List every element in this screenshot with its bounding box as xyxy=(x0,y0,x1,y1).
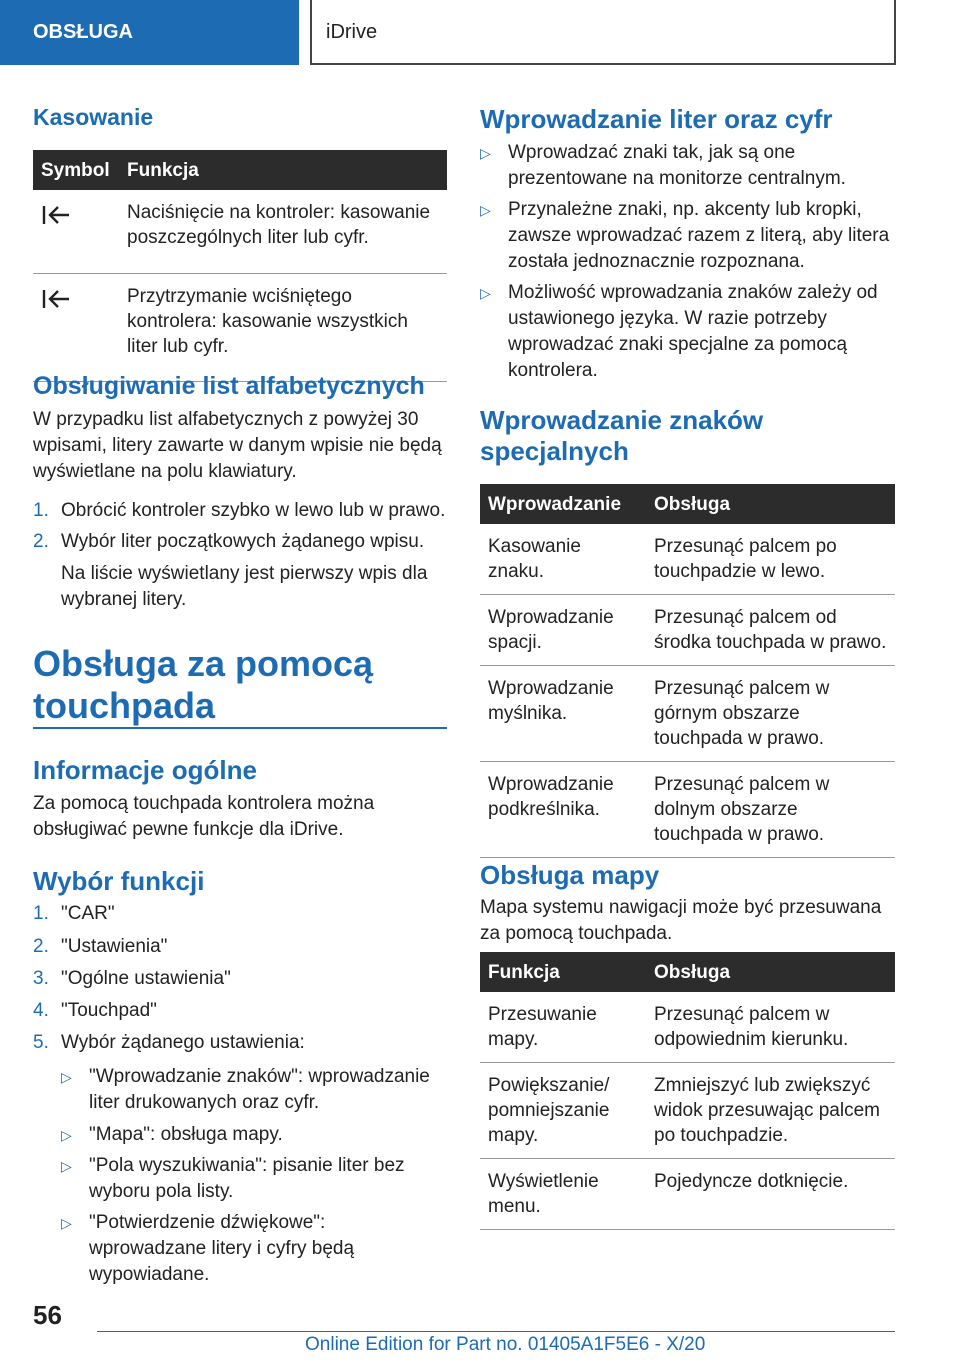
bullet-text: "Potwierdzenie dźwiękowe": wprowadzane litery i cyfry będą wypowiadane. xyxy=(89,1212,355,1285)
cell-operation: Przesunąć palcem od środka touchpada w prawo. xyxy=(646,595,895,666)
step-text: Wybór żądanego ustawienia: xyxy=(61,1032,305,1053)
kasowanie-table xyxy=(33,150,447,382)
table-row xyxy=(480,1159,895,1230)
triangle-bullet-icon: ▷ xyxy=(61,1069,72,1085)
table-row xyxy=(480,1063,895,1159)
cell-entry: Wprowadzanie myślnika. xyxy=(480,666,646,762)
cell-operation: Zmniejszyć lub zwiększyć widok przesuwając palcem po touchpadzie. xyxy=(646,1063,895,1159)
step-number: 1. xyxy=(33,500,49,521)
backspace-icon xyxy=(41,202,73,228)
lists-intro: W przypadku list alfabetycznych z powyżej 30 wpisami, litery zawarte w danym wpisie nie będą wyświetlane na polu klawiatury. xyxy=(33,409,442,482)
cell-function: Wyświetlenie menu. xyxy=(480,1159,646,1230)
step-number: 3. xyxy=(33,968,49,989)
map-title: Obsługa mapy xyxy=(480,860,660,890)
lists-title: Obsługiwanie list alfabetycznych xyxy=(33,372,425,400)
backspace-icon xyxy=(41,286,73,312)
triangle-bullet-icon: ▷ xyxy=(480,145,491,161)
cell-operation: Przesunąć palcem w górnym obszarze touchpada w prawo. xyxy=(646,666,895,762)
section-divider xyxy=(33,727,447,729)
step-number: 5. xyxy=(33,1032,49,1053)
page-number: 56 xyxy=(33,1300,62,1330)
step-text: "Ustawienia" xyxy=(61,936,168,957)
special-title-line1: Wprowadzanie znaków xyxy=(480,405,764,435)
cell-operation: Pojedyncze dotknięcie. xyxy=(646,1159,895,1230)
triangle-bullet-icon: ▷ xyxy=(61,1215,72,1231)
col-function-header: Funkcja xyxy=(480,952,646,992)
cell-function: Powiększanie/ pomniejszanie mapy. xyxy=(480,1063,646,1159)
bullet-text: "Mapa": obsługa mapy. xyxy=(89,1124,283,1145)
cell-operation: Przesunąć palcem w dolnym obszarze touchpada w prawo. xyxy=(646,762,895,858)
chapter-header: iDrive xyxy=(310,0,896,65)
step-text: "Ogólne ustawienia" xyxy=(61,968,231,989)
triangle-bullet-icon: ▷ xyxy=(61,1127,72,1143)
col-entry-header: Wprowadzanie xyxy=(480,484,646,524)
select-title: Wybór funkcji xyxy=(33,866,205,896)
entry-title: Wprowadzanie liter oraz cyfr xyxy=(480,104,833,134)
touchpad-title-line2: touchpada xyxy=(33,685,216,726)
kasowanie-row-2-text: Przytrzymanie wciśniętego kontrolera: kasowanie wszystkich liter lub cyfr. xyxy=(119,273,447,381)
general-text: Za pomocą touchpada kontrolera można obsługiwać pewne funkcje dla iDrive. xyxy=(33,793,375,840)
table-row xyxy=(480,595,895,666)
step-text: "Touchpad" xyxy=(61,1000,157,1021)
table-row xyxy=(480,666,895,762)
kasowanie-row-1-text: Naciśnięcie na kontroler: kasowanie poszczególnych liter lub cyfr. xyxy=(119,190,447,273)
bullet-text: "Wprowadzanie znaków": wprowadzanie liter drukowanych oraz cyfr. xyxy=(89,1066,430,1113)
cell-entry: Kasowanie znaku. xyxy=(480,524,646,595)
table-row xyxy=(480,762,895,858)
cell-operation: Przesunąć palcem w odpowiednim kierunku. xyxy=(646,992,895,1063)
footer-edition: Online Edition for Part no. 01405A1F5E6 - X/20 xyxy=(305,1334,706,1355)
cell-entry: Wprowadzanie podkreślnika. xyxy=(480,762,646,858)
col-operation-header: Obsługa xyxy=(646,484,895,524)
bullet-text: Możliwość wprowadzania znaków zależy od ustawionego języka. W razie potrzeby wprowadzać znaki specjalne za pomocą kontrolera. xyxy=(508,282,878,381)
col-operation-header: Obsługa xyxy=(646,952,895,992)
touchpad-title-line1: Obsługa za pomocą xyxy=(33,643,374,684)
step-number: 4. xyxy=(33,1000,49,1021)
bullet-text: Wprowadzać znaki tak, jak są one prezentowane na monitorze centralnym. xyxy=(508,142,846,189)
bullet-text: Przynależne znaki, np. akcenty lub kropki, zawsze wprowadzać razem z literą, aby litera została jednoznacznie rozpoznana. xyxy=(508,199,890,272)
triangle-bullet-icon: ▷ xyxy=(61,1158,72,1174)
special-chars-table xyxy=(480,484,895,858)
col-function-header: Funkcja xyxy=(119,150,447,190)
step-number: 2. xyxy=(33,531,49,552)
step-text: Wybór liter początkowych żądanego wpisu. xyxy=(61,531,425,552)
section-tab: OBSŁUGA xyxy=(0,0,299,65)
cell-entry: Wprowadzanie spacji. xyxy=(480,595,646,666)
map-table xyxy=(480,952,895,1230)
triangle-bullet-icon: ▷ xyxy=(480,202,491,218)
lists-note: Na liście wyświetlany jest pierwszy wpis dla wybranej litery. xyxy=(61,563,428,610)
general-title: Informacje ogólne xyxy=(33,755,257,785)
kasowanie-title: Kasowanie xyxy=(33,104,154,130)
cell-function: Przesuwanie mapy. xyxy=(480,992,646,1063)
step-number: 2. xyxy=(33,936,49,957)
table-row xyxy=(480,992,895,1063)
table-row xyxy=(33,190,447,273)
special-title-line2: specjalnych xyxy=(480,436,629,466)
triangle-bullet-icon: ▷ xyxy=(480,285,491,301)
footer-divider xyxy=(97,1331,895,1332)
map-text: Mapa systemu nawigacji może być przesuwana za pomocą touchpada. xyxy=(480,897,882,944)
step-text: Obrócić kontroler szybko w lewo lub w prawo. xyxy=(61,500,446,521)
bullet-text: "Pola wyszukiwania": pisanie liter bez wyboru pola listy. xyxy=(89,1155,405,1202)
table-row xyxy=(480,524,895,595)
step-text: "CAR" xyxy=(61,903,115,924)
table-row xyxy=(33,273,447,381)
cell-operation: Przesunąć palcem po touchpadzie w lewo. xyxy=(646,524,895,595)
step-number: 1. xyxy=(33,903,49,924)
col-symbol-header: Symbol xyxy=(33,150,119,190)
